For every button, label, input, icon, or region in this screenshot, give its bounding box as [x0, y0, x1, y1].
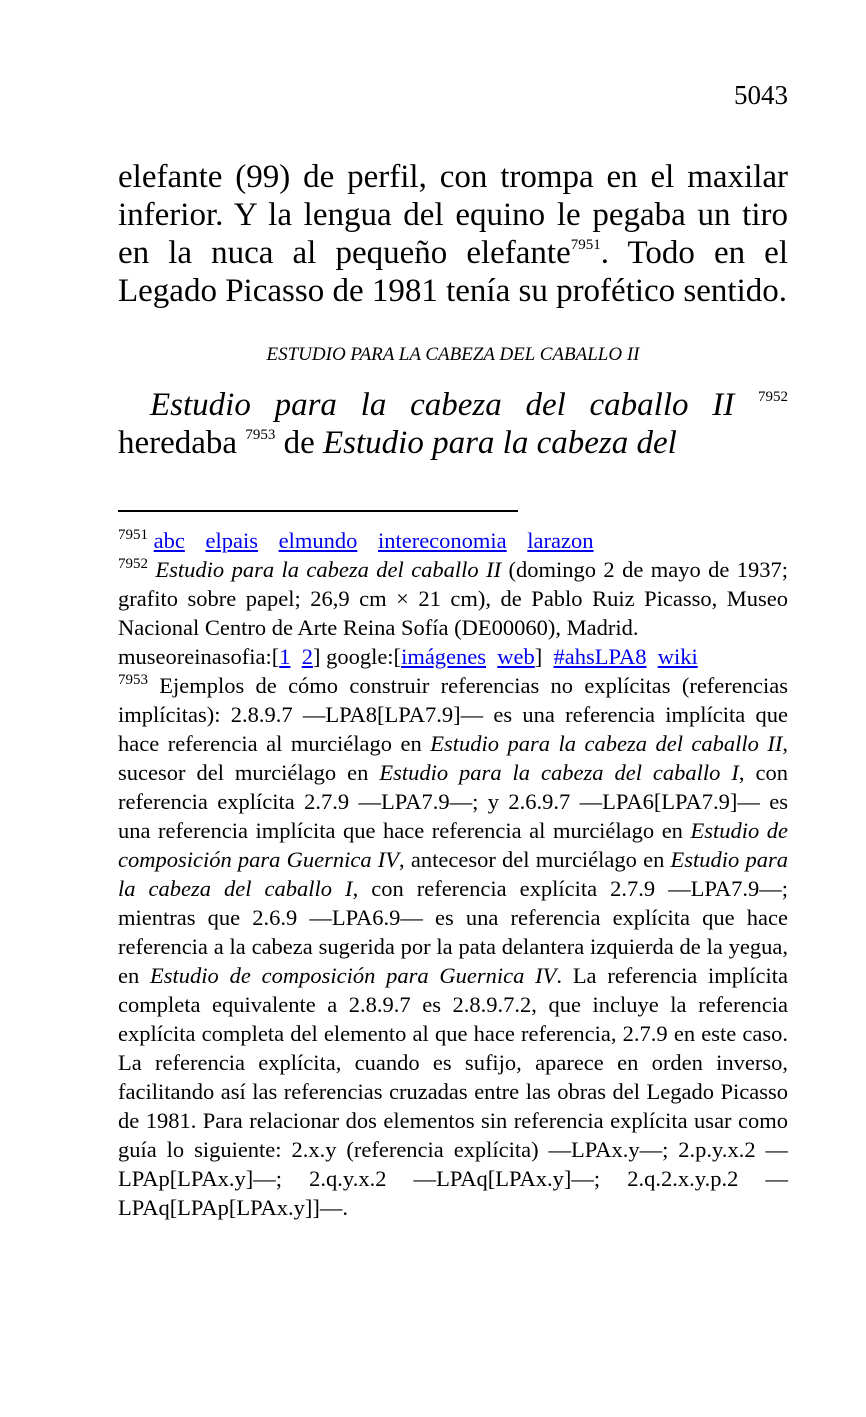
- artwork-title: Estudio para la cabeza del: [322, 425, 677, 461]
- footnote-text: (domingo 2 de mayo de 1937; grafito sobre papel; 26,9 cm × 21 cm), de Pablo Ruiz Picasso, Museo Nacional Centro de Arte Reina Sofía (DE00060), Madrid.: [118, 557, 789, 640]
- link-abc[interactable]: abc: [153, 528, 185, 553]
- footnote-number: 7952: [118, 556, 148, 572]
- footnotes: [118, 526, 788, 1222]
- link-museo-1[interactable]: 1: [279, 644, 291, 669]
- footnote-number: 7953: [118, 672, 148, 688]
- footnote-7953: [118, 671, 788, 1222]
- link-wiki[interactable]: wiki: [657, 644, 698, 669]
- link-google-images[interactable]: imágenes: [401, 644, 487, 669]
- source-label: museoreinasofia:[: [118, 644, 280, 669]
- link-google-web[interactable]: web: [497, 644, 535, 669]
- link-museo-2[interactable]: 2: [301, 644, 313, 669]
- footnote-text: , con referencia explícita 2.7.9 —LPA7.9—; mientras que 2.6.9 —LPA6.9— es una referencia explícita que hace referencia a la cabeza sugerida por la pata delantera izquierda de la yegua, en: [118, 876, 788, 988]
- body-paragraph-2: [118, 386, 788, 462]
- page-number: 5043: [734, 80, 788, 110]
- paragraph-text: . Todo en el Legado Picasso de 1981 tenía su profético sentido.: [118, 235, 788, 309]
- footnote-ref[interactable]: 7953: [245, 427, 276, 443]
- source-label: ] google:[: [312, 644, 402, 669]
- footnote-text: , antecesor del murciélago en: [399, 847, 665, 872]
- artwork-title: Estudio para la cabeza del caballo II: [150, 387, 735, 423]
- footnote-ref[interactable]: 7951: [570, 237, 601, 253]
- artwork-title: Estudio para la cabeza del caballo I: [379, 760, 739, 785]
- link-elpais[interactable]: elpais: [205, 528, 258, 553]
- footnote-text: Ejemplos de cómo construir referencias no explícitas (referencias implícitas): 2.8.9.7 —LPA8[LPA7.9]— es una referencia implícita que hace referencia al murciélago en: [118, 673, 788, 756]
- artwork-title: Estudio para la cabeza del caballo II: [430, 731, 783, 756]
- source-label: ]: [534, 644, 543, 669]
- link-larazon[interactable]: larazon: [527, 528, 594, 553]
- footnote-text: . La referencia implícita completa equivalente a 2.8.9.7 es 2.8.9.7.2, que incluye la referencia explícita completa del elemento al que hace referencia, 2.7.9 en este caso. La referencia explícita, cuando es sufijo, aparece en orden inverso, facilitando así las referencias cruzadas entre las obras del Legado Picasso de 1981. Para relacionar dos elementos sin referencia explícita usar como guía lo siguiente: 2.x.y (referencia explícita) —LPAx.y—; 2.p.y.x.2 —LPAp[LPAx.y]—; 2.q.y.x.2 —LPAq[LPAx.y]—; 2.q.2.x.y.p.2 —LPAq[LPAp[LPAx.y]]—.: [118, 963, 789, 1220]
- link-intereconomia[interactable]: intereconomia: [377, 528, 507, 553]
- footnote-7952-sources: [118, 642, 788, 671]
- section-heading: ESTUDIO PARA LA CABEZA DEL CABALLO II: [266, 344, 640, 365]
- artwork-title: Estudio para la cabeza del caballo I: [118, 847, 789, 901]
- paragraph-text: heredaba: [118, 425, 238, 461]
- artwork-title: Estudio de composición para Guernica IV: [150, 963, 557, 988]
- paragraph-text: elefante (99) de perfil, con trompa en el maxilar inferior. Y la lengua del equino le pegaba un tiro en la nuca al pequeño elefante: [118, 159, 788, 271]
- body-paragraph-1: [118, 158, 788, 310]
- footnote-7952: [118, 555, 788, 642]
- footnote-number: 7951: [118, 527, 148, 543]
- footnote-7951: [118, 526, 788, 555]
- artwork-title: Estudio de composición para Guernica IV: [118, 818, 789, 872]
- artwork-title: Estudio para la cabeza del caballo II: [155, 557, 502, 582]
- paragraph-text: de: [283, 425, 315, 461]
- link-hashtag[interactable]: #ahsLPA8: [553, 644, 647, 669]
- link-elmundo[interactable]: elmundo: [278, 528, 358, 553]
- footnote-text: , con referencia explícita 2.7.9 —LPA7.9—; y 2.6.9.7 —LPA6[LPA7.9]— es una referencia implícita que hace referencia al murciélago en: [118, 760, 788, 843]
- footnote-ref[interactable]: 7952: [758, 389, 788, 405]
- footnote-divider: [118, 510, 518, 512]
- footnote-text: , sucesor del murciélago en: [118, 731, 789, 785]
